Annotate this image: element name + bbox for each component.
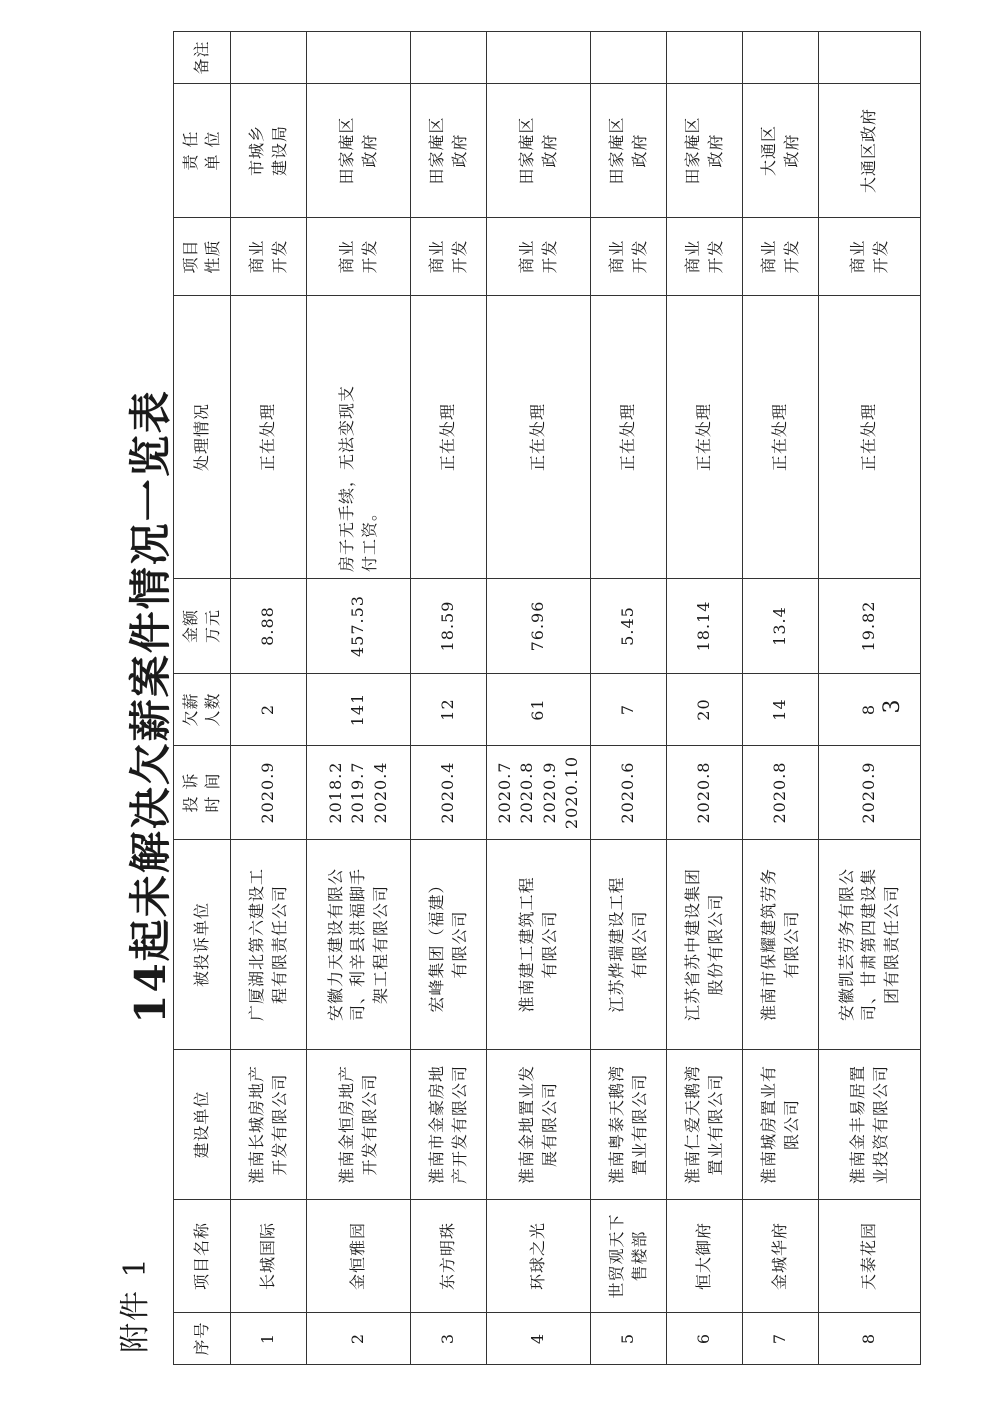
col-header-builder: 建设单位 [174, 1050, 231, 1200]
row-workers: 61 [487, 674, 591, 746]
row-status: 正在处理 [667, 296, 743, 579]
row-respondent: 淮南建工建筑工程 有限公司 [487, 840, 591, 1050]
col-header-no: 序号 [174, 1313, 231, 1365]
row-responsible: 田家庵区 政府 [307, 84, 411, 218]
col-header-time: 投 诉 时 间 [174, 746, 231, 840]
row-no: 6 [667, 1313, 743, 1365]
row-status: 正在处理 [591, 296, 667, 579]
col-header-status: 处理情况 [174, 296, 231, 579]
row-remark [231, 32, 307, 84]
row-no: 2 [307, 1313, 411, 1365]
row-amount: 13.4 [743, 579, 819, 674]
wage-arrears-table [173, 31, 921, 1365]
row-no: 7 [743, 1313, 819, 1365]
row-status: 正在处理 [231, 296, 307, 579]
row-nature: 商业 开发 [667, 218, 743, 296]
table-row [743, 32, 819, 1365]
row-workers: 8 [819, 674, 921, 746]
row-time: 2018.2 2019.7 2020.4 [307, 746, 411, 840]
row-no: 4 [487, 1313, 591, 1365]
table-row [307, 32, 411, 1365]
row-workers: 12 [411, 674, 487, 746]
row-time: 2020.8 [743, 746, 819, 840]
row-responsible: 田家庵区 政府 [667, 84, 743, 218]
row-status: 正在处理 [411, 296, 487, 579]
row-remark [487, 32, 591, 84]
row-amount: 19.82 [819, 579, 921, 674]
row-builder: 淮南市金豪房地 产开发有限公司 [411, 1050, 487, 1200]
table-header-row [174, 32, 231, 1365]
row-remark [667, 32, 743, 84]
row-time: 2020.6 [591, 746, 667, 840]
row-nature: 商业 开发 [487, 218, 591, 296]
row-amount: 8.88 [231, 579, 307, 674]
row-builder: 淮南金丰易居置 业投资有限公司 [819, 1050, 921, 1200]
row-time: 2020.7 2020.8 2020.9 2020.10 [487, 746, 591, 840]
row-project: 恒大御府 [667, 1200, 743, 1313]
row-responsible: 市城乡 建设局 [231, 84, 307, 218]
table-row [819, 32, 921, 1365]
table-row [487, 32, 591, 1365]
row-nature: 商业 开发 [307, 218, 411, 296]
col-header-workers: 欠薪 人数 [174, 674, 231, 746]
annex-label: 附件 1 [118, 1256, 153, 1353]
row-nature: 商业 开发 [231, 218, 307, 296]
row-no: 5 [591, 1313, 667, 1365]
page-title: 14起未解决欠薪案件情况一览表 [126, 389, 175, 1024]
row-remark [411, 32, 487, 84]
table-row [591, 32, 667, 1365]
col-header-respondent: 被投诉单位 [174, 840, 231, 1050]
col-header-responsible: 责 任 单 位 [174, 84, 231, 218]
row-responsible: 田家庵区 政府 [411, 84, 487, 218]
row-builder: 淮南金恒房地产 开发有限公司 [307, 1050, 411, 1200]
row-project: 世贸观天下 售楼部 [591, 1200, 667, 1313]
col-header-amount: 金额 万元 [174, 579, 231, 674]
row-amount: 18.59 [411, 579, 487, 674]
row-remark [819, 32, 921, 84]
row-amount: 457.53 [307, 579, 411, 674]
row-respondent: 江苏省苏中建设集团 股份有限公司 [667, 840, 743, 1050]
row-responsible: 大通区 政府 [743, 84, 819, 218]
row-amount: 76.96 [487, 579, 591, 674]
row-no: 8 [819, 1313, 921, 1365]
row-project: 环球之光 [487, 1200, 591, 1313]
row-workers: 7 [591, 674, 667, 746]
row-time: 2020.9 [231, 746, 307, 840]
row-nature: 商业 开发 [819, 218, 921, 296]
row-project: 长城国际 [231, 1200, 307, 1313]
row-no: 3 [411, 1313, 487, 1365]
row-workers: 141 [307, 674, 411, 746]
col-header-remark: 备注 [174, 32, 231, 84]
row-amount: 5.45 [591, 579, 667, 674]
row-remark [591, 32, 667, 84]
row-responsible: 大通区政府 [819, 84, 921, 218]
row-respondent: 江苏烨瑞建设工程 有限公司 [591, 840, 667, 1050]
table-row [667, 32, 743, 1365]
row-workers: 14 [743, 674, 819, 746]
row-remark [743, 32, 819, 84]
row-workers: 20 [667, 674, 743, 746]
row-time: 2020.9 [819, 746, 921, 840]
row-builder: 淮南长城房地产 开发有限公司 [231, 1050, 307, 1200]
row-workers: 2 [231, 674, 307, 746]
row-nature: 商业 开发 [411, 218, 487, 296]
row-status: 正在处理 [743, 296, 819, 579]
row-time: 2020.4 [411, 746, 487, 840]
row-respondent: 安徽力天建设有限公 司、利辛县洪福脚手 架工程有限公司 [307, 840, 411, 1050]
row-respondent: 安徽凯芸劳务有限公 司、甘肃第四建设集 团有限责任公司 [819, 840, 921, 1050]
row-nature: 商业 开发 [591, 218, 667, 296]
row-no: 1 [231, 1313, 307, 1365]
row-builder: 淮南城房置业有 限公司 [743, 1050, 819, 1200]
table-row [411, 32, 487, 1365]
row-builder: 淮南金地置业发 展有限公司 [487, 1050, 591, 1200]
row-project: 东方明珠 [411, 1200, 487, 1313]
row-status: 房子无手续，无法变现支 付工资。 [307, 296, 411, 579]
table-row [231, 32, 307, 1365]
row-responsible: 田家庵区 政府 [487, 84, 591, 218]
row-amount: 18.14 [667, 579, 743, 674]
row-project: 金城华府 [743, 1200, 819, 1313]
row-responsible: 田家庵区 政府 [591, 84, 667, 218]
col-header-nature: 项目 性质 [174, 218, 231, 296]
page-number: 3 [880, 699, 905, 714]
row-builder: 淮南仁爱天鹅湾 置业有限公司 [667, 1050, 743, 1200]
row-project: 天泰花园 [819, 1200, 921, 1313]
row-respondent: 淮南市保耀建筑劳务 有限公司 [743, 840, 819, 1050]
row-project: 金恒雅园 [307, 1200, 411, 1313]
row-respondent: 宏峰集团（福建） 有限公司 [411, 840, 487, 1050]
row-nature: 商业 开发 [743, 218, 819, 296]
row-builder: 淮南粤泰天鹅湾 置业有限公司 [591, 1050, 667, 1200]
row-status: 正在处理 [819, 296, 921, 579]
row-remark [307, 32, 411, 84]
col-header-project: 项目名称 [174, 1200, 231, 1313]
row-status: 正在处理 [487, 296, 591, 579]
row-time: 2020.8 [667, 746, 743, 840]
row-respondent: 广厦湖北第六建设工 程有限责任公司 [231, 840, 307, 1050]
